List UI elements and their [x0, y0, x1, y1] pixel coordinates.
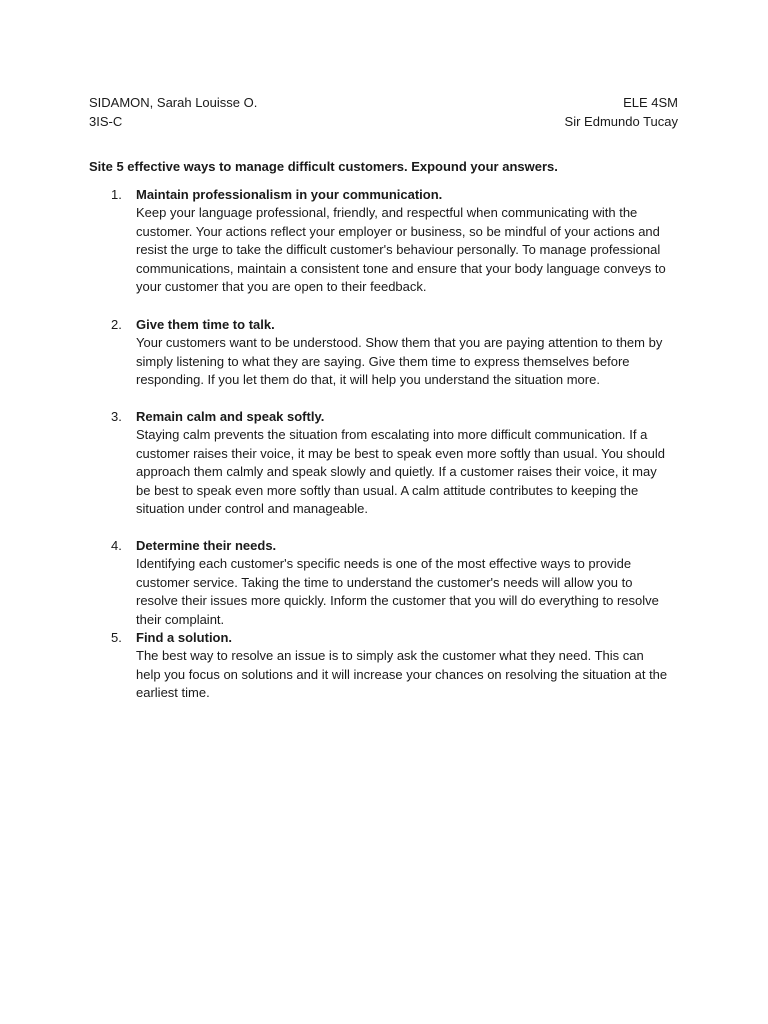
list-item: [111, 186, 671, 296]
list-item: [111, 316, 671, 390]
student-name: SIDAMON, Sarah Louisse O.: [89, 95, 258, 110]
header-row-1: [89, 94, 678, 112]
item-number: 3.: [111, 409, 122, 424]
question-prompt: Site 5 effective ways to manage difficult customers. Expound your answers.: [89, 159, 558, 174]
item-title: Give them time to talk.: [136, 317, 275, 332]
item-body: The best way to resolve an issue is to simply ask the customer what they need. This can help you focus on solutions and it will increase your chances on resolving the situation at the earliest time.: [136, 648, 668, 701]
item-number: 1.: [111, 187, 122, 202]
course-code: ELE 4SM: [623, 95, 678, 110]
item-title: Remain calm and speak softly.: [136, 409, 325, 424]
list-item: [111, 629, 671, 703]
section: 3IS-C: [89, 114, 123, 129]
item-number: 5.: [111, 630, 122, 645]
item-title: Maintain professionalism in your communication.: [136, 187, 443, 202]
item-title: Determine their needs.: [136, 538, 277, 553]
item-body: Identifying each customer's specific needs is one of the most effective ways to provide customer service. Taking the time to understand the customer's needs will allow you to resolve their issues more quickly. Inform the customer that you will do everything to resolve their complaint.: [136, 556, 659, 627]
list-item: [111, 537, 671, 629]
list-item: [111, 408, 671, 518]
instructor-name: Sir Edmundo Tucay: [564, 114, 678, 129]
item-number: 4.: [111, 538, 122, 553]
item-number: 2.: [111, 317, 122, 332]
item-body: Keep your language professional, friendly, and respectful when communicating with the customer. Your actions reflect your employer or business, so be mindful of your actions and resist the urge to take the difficult customer's behaviour personally. To manage professional communications, maintain a consistent tone and ensure that your body language conveys to your customer that you are open to their feedback.: [136, 205, 666, 295]
item-body: Staying calm prevents the situation from escalating into more difficult communication. If a customer raises their voice, it may be best to speak even more softly than usual. You should approach them calmly and speak slowly and quietly. If a customer raises their voice, it may be best to speak even more softly than usual. A calm attitude contributes to keeping the situation under control and manageable.: [136, 427, 665, 517]
item-body: Your customers want to be understood. Show them that you are paying attention to them by simply listening to what they are saying. Give them time to express themselves before responding. If you let them do that, it will help you understand the situation more.: [136, 335, 663, 388]
header-row-2: [89, 113, 678, 131]
item-title: Find a solution.: [136, 630, 233, 645]
